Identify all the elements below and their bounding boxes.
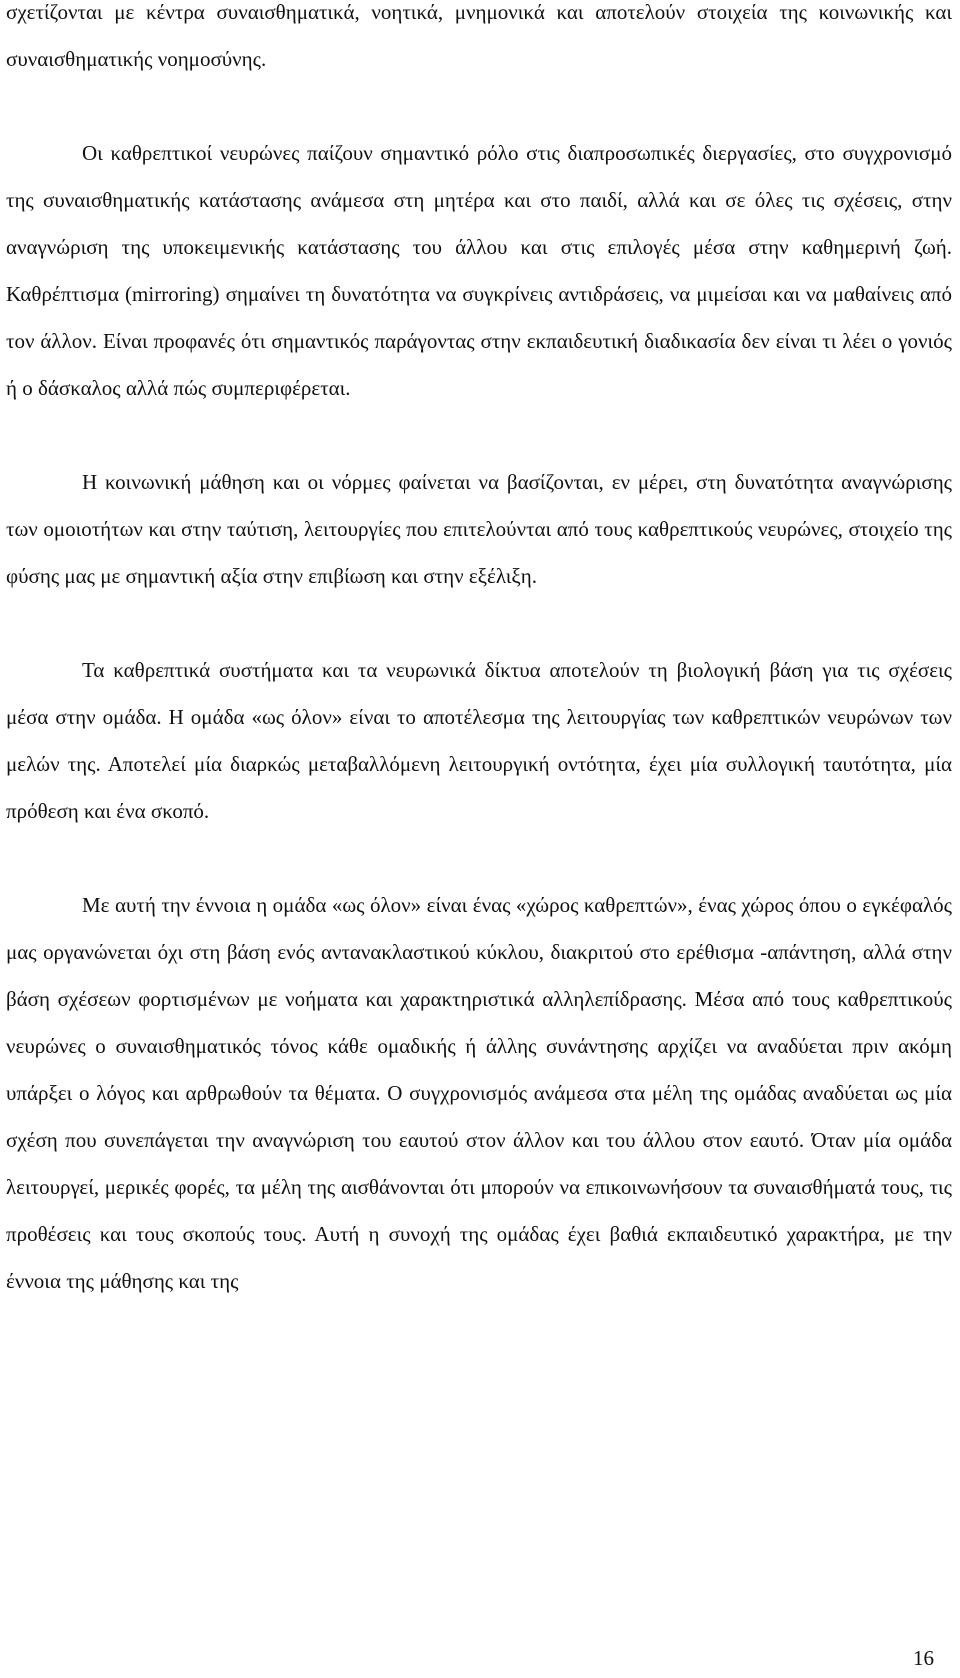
- paragraph-group-as-whole: Με αυτή την έννοια η ομάδα «ως όλον» είναι ένας «χώρος καθρεπτών», ένας χώρος όπου ο εγκέφαλός μας οργανώνεται όχι στη βάση ενός αντανακλαστικού κύκλου, διακριτού στο ερέθισμα -απάντηση, αλλά στην βάση σχέσεων φορτισμένων με νοήματα και χαρακτηριστικά αλληλεπίδρασης. Μέσα από τους καθρεπτικούς νευρώνες ο συναισθηματικός τόνος κάθε ομαδικής ή άλλης συνάντησης αρχίζει να αναδύεται πριν ακόμη υπάρξει ο λόγος και αρθρωθούν τα θέματα. Ο συγχρονισμός ανάμεσα στα μέλη της ομάδας αναδύεται ως μία σχέση που συνεπάγεται την αναγνώριση του εαυτού στον άλλον και του άλλου στον εαυτό. Όταν μία ομάδα λειτουργεί, μερικές φορές, τα μέλη της αισθάνονται ότι μπορούν να επικοινωνήσουν τα συναισθήματά τους, τις προθέσεις και τους σκοπούς τους. Αυτή η συνοχή της ομάδας έχει βαθιά εκπαιδευτικό χαρακτήρα, με την έννοια της μάθησης και της: [6, 893, 952, 1293]
- paragraph-continuation: σχετίζονται με κέντρα συναισθηματικά, νοητικά, μνημονικά και αποτελούν στοιχεία της κοινωνικής και συναισθηματικής νοημοσύνης.: [6, 0, 952, 71]
- page-number: 16: [913, 1646, 934, 1670]
- paragraph-gap: [6, 835, 952, 882]
- paragraph-mirror-neurons: Οι καθρεπτικοί νευρώνες παίζουν σημαντικό ρόλο στις διαπροσωπικές διεργασίες, στο συγχρονισμό της συναισθηματικής κατάστασης ανάμεσα στη μητέρα και στο παιδί, αλλά και σε όλες τις σχέσεις, στην αναγνώριση της υποκειμενικής κατάστασης του άλλου και στις επιλογές μέσα στην καθημερινή ζωή. Καθρέπτισμα (mirroring) σημαίνει τη δυνατότητα να συγκρίνεις αντιδράσεις, να μιμείσαι και να μαθαίνεις από τον άλλον. Είναι προφανές ότι σημαντικός παράγοντας στην εκπαιδευτική διαδικασία δεν είναι τι λέει ο γονιός ή ο δάσκαλος αλλά πώς συμπεριφέρεται.: [6, 141, 952, 400]
- paragraph-gap: [6, 83, 952, 130]
- paragraph-gap: [6, 412, 952, 459]
- document-page: [6, 0, 952, 1678]
- paragraph-mirror-systems: Τα καθρεπτικά συστήματα και τα νευρωνικά δίκτυα αποτελούν τη βιολογική βάση για τις σχέσεις μέσα στην ομάδα. Η ομάδα «ως όλον» είναι το αποτέλεσμα της λειτουργίας των καθρεπτικών νευρώνων των μελών της. Αποτελεί μία διαρκώς μεταβαλλόμενη λειτουργική οντότητα, έχει μία συλλογική ταυτότητα, μία πρόθεση και ένα σκοπό.: [6, 658, 952, 823]
- paragraph-social-learning: Η κοινωνική μάθηση και οι νόρμες φαίνεται να βασίζονται, εν μέρει, στη δυνατότητα αναγνώρισης των ομοιοτήτων και στην ταύτιση, λειτουργίες που επιτελούνται από τους καθρεπτικούς νευρώνες, στοιχείο της φύσης μας με σημαντική αξία στην επιβίωση και στην εξέλιξη.: [6, 470, 952, 588]
- paragraph-gap: [6, 600, 952, 647]
